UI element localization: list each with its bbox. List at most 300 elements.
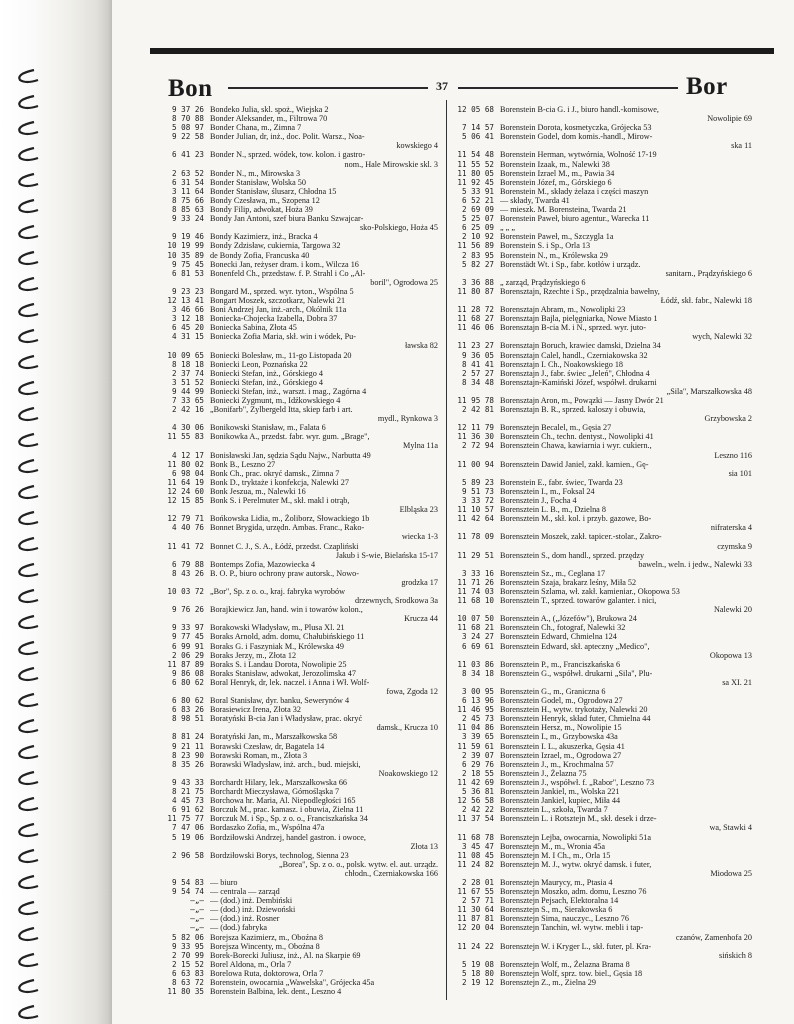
- entry-text: Borenstein S. i Sp., Orla 13: [500, 241, 591, 251]
- entry-text: Borensztejn Z., m., Zielna 29: [500, 978, 596, 987]
- entry-text: Borenstein Izrael M., m., Pawia 34: [500, 168, 615, 178]
- phone-number: 3 39 65: [461, 732, 494, 742]
- directory-entry: [452, 687, 752, 696]
- phone-number: [452, 269, 500, 278]
- phone-number: 2 63 52: [171, 168, 204, 178]
- phone-number: 2 42 81: [461, 405, 494, 415]
- spiral-ring: [19, 746, 38, 758]
- phone-number: [162, 414, 210, 423]
- phone-number: [452, 114, 500, 123]
- phone-number: 11 00 94: [457, 459, 494, 469]
- directory-entry: [452, 660, 752, 669]
- entry-text: Boral Stanisław, dyr. banku, Sewerynów 4: [210, 696, 350, 706]
- directory-entry-continuation: [162, 278, 438, 287]
- entry-text: Boniecki Zygmunt, m., Idźkowskiego 4: [210, 396, 341, 405]
- phone-number: [452, 823, 500, 832]
- directory-entry: [162, 396, 438, 405]
- directory-entry-continuation: [452, 678, 752, 687]
- directory-entry: [162, 960, 438, 969]
- entry-text: Boraks G. i Faszyniak M., Królewska 49: [210, 641, 344, 651]
- entry-text: sińskich 8: [719, 950, 752, 960]
- directory-entry: [162, 423, 438, 432]
- entry-text: Boral Henryk, dr, lek. naczel. i Anna i Wł. Wolf-: [210, 677, 370, 687]
- directory-entry: [452, 150, 752, 159]
- phone-number: 6 41 23: [171, 150, 204, 160]
- directory-entry: [452, 723, 752, 732]
- directory-entry: [452, 223, 752, 232]
- directory-entry: [452, 833, 752, 842]
- directory-entry: [452, 805, 752, 814]
- directory-entry: [452, 532, 752, 541]
- phone-number: 7 47 06: [171, 823, 204, 833]
- entry-text: Borenstein Balbina, lek. dent., Leszno 4: [210, 987, 342, 997]
- entry-text: Borenstein B-cia G. i J., biuro handl.-komisowe,: [500, 105, 659, 114]
- phone-number: [162, 769, 210, 778]
- directory-entry: [162, 332, 438, 341]
- phone-number: 2 39 07: [461, 750, 494, 760]
- phone-number: 3 36 88: [461, 277, 494, 287]
- directory-entry: [162, 787, 438, 796]
- directory-entry: [452, 496, 752, 505]
- phone-number: [162, 341, 210, 350]
- entry-text: Borensztejn Tanchin, wł. wytw. mebli i tap-: [500, 923, 644, 933]
- directory-entry-continuation: [162, 141, 438, 150]
- directory-entry: [162, 796, 438, 805]
- entry-text: Borensztajn J., fabr. świec „Jeleń", Chłodna 4: [500, 368, 650, 378]
- phone-number: 11 46 06: [457, 323, 494, 333]
- phone-number: 11 68 27: [457, 314, 494, 324]
- entry-text: Bonecki Jan, reżyser dram. i kom., Wilcza 16: [210, 259, 359, 269]
- entry-text: Borensztajn-Kamiński Józef, współwł. drukarni: [500, 377, 657, 387]
- directory-entry: [162, 851, 438, 860]
- directory-entry: [452, 923, 752, 932]
- phone-number: 2 70 99: [171, 950, 204, 960]
- entry-text: „Sila", Marszałkowska 48: [666, 386, 752, 396]
- directory-entry: [162, 251, 438, 260]
- phone-number: 5 18 80: [461, 968, 494, 978]
- phone-number: [452, 933, 500, 942]
- directory-entry: [162, 105, 438, 114]
- directory-entry: [162, 114, 438, 123]
- entry-text: Borensztein J., współwł. f. „Rabor", Leszno 73: [500, 777, 655, 787]
- directory-entry-continuation: [452, 269, 752, 278]
- directory-entry: [452, 896, 752, 905]
- entry-text: Borejsza Kazimierz, m., Oboźna 8: [210, 932, 323, 942]
- directory-entry-continuation: [162, 578, 438, 587]
- entry-text: Borensztajn Abram, m., Nowolipki 23: [500, 305, 626, 315]
- phone-number: [452, 678, 500, 687]
- spiral-ring: [19, 902, 38, 914]
- spiral-ring: [19, 148, 38, 160]
- directory-entry: [162, 360, 438, 369]
- directory-entry: [162, 323, 438, 332]
- entry-text: Borejsza Wincenty, m., Oboźna 8: [210, 941, 320, 951]
- phone-number: 6 45 20: [171, 323, 204, 333]
- spiral-ring: [19, 330, 38, 342]
- directory-entry: [452, 405, 752, 414]
- phone-number: 11 71 26: [457, 577, 494, 587]
- phone-number: 11 78 09: [457, 532, 494, 542]
- entry-text: — centrala — zarząd: [210, 887, 280, 897]
- directory-entry: [452, 514, 752, 523]
- directory-entry: [452, 378, 752, 387]
- entry-text: Borensztein L., szkoła, Twarda 7: [500, 805, 608, 815]
- entry-text: Boniecki Stefan, inż., Górskiego 4: [210, 368, 324, 378]
- phone-number: 9 54 83: [171, 877, 204, 887]
- spiral-ring: [19, 200, 38, 212]
- entry-text: Borensztein I., m., Grzybowska 43a: [500, 732, 618, 742]
- directory-entry: [452, 432, 752, 441]
- phone-number: 8 70 88: [171, 114, 204, 124]
- phone-number: 6 83 26: [171, 705, 204, 715]
- entry-text: Bońkowska Lidia, m., Żoliborz, Słowackiego 1b: [210, 514, 370, 524]
- directory-entry: [452, 596, 752, 605]
- directory-entry: [162, 478, 438, 487]
- entry-text: Boniecka Zofia Maria, skł. win i wódek, Pu-: [210, 332, 356, 342]
- phone-number: 3 11 64: [171, 186, 204, 196]
- phone-number: 4 40 76: [171, 523, 204, 533]
- entry-text: Borensztejn Lejba, owocarnia, Nowolipki 51a: [500, 832, 651, 842]
- entry-text: drzewnych, Srodkowa 3a: [355, 596, 438, 606]
- phone-number: [452, 414, 500, 423]
- entry-text: Bordaszko Zofia, m., Wspólna 47a: [210, 823, 325, 833]
- entry-text: Grzybowska 2: [704, 414, 752, 424]
- directory-entry: [162, 387, 438, 396]
- directory-entry-continuation: [452, 523, 752, 532]
- spiral-binding: [4, 20, 56, 1020]
- directory-entry-continuation: [452, 823, 752, 832]
- directory-entry: [452, 614, 752, 623]
- directory-entry: [162, 969, 438, 978]
- directory-entry: [452, 623, 752, 632]
- entry-text: Borenstein Paweł, m., Szczygla 1a: [500, 232, 614, 242]
- directory-entry: [162, 150, 438, 159]
- directory-entry: [452, 732, 752, 741]
- directory-entry: [452, 978, 752, 987]
- entry-text: „ „ „: [500, 223, 515, 233]
- entry-text: Bonk Jeszua, m., Nalewki 16: [210, 486, 306, 496]
- entry-text: Borensztein Hersz, m., Nowolipie 15: [500, 723, 622, 733]
- phone-number: 9 44 99: [171, 386, 204, 396]
- directory-entry: [452, 205, 752, 214]
- phone-number: 6 80 62: [171, 696, 204, 706]
- directory-entry: [452, 714, 752, 723]
- directory-entry: [452, 460, 752, 469]
- phone-number: 2 96 58: [171, 850, 204, 860]
- directory-entry: [162, 560, 438, 569]
- phone-number: 5 06 41: [461, 132, 494, 142]
- phone-number: 8 21 75: [171, 787, 204, 797]
- phone-number: 2 57 27: [461, 368, 494, 378]
- entry-text: Borenstein Józef, m., Górskiego 6: [500, 177, 612, 187]
- directory-entry-continuation: [162, 860, 438, 869]
- phone-number: 8 34 18: [461, 668, 494, 678]
- phone-number: 7 33 65: [171, 396, 204, 405]
- entry-text: Borensztein Szlama, wł. zakł. kamieniar., Okopowa 53: [500, 586, 680, 596]
- phone-number: 9 33 24: [171, 214, 204, 224]
- directory-entry: [162, 942, 438, 951]
- entry-text: Borensztajn Boruch, krawiec damski, Dzielna 34: [500, 341, 661, 351]
- directory-entry: [162, 405, 438, 414]
- entry-text: Borelowa Ruta, doktorowa, Orla 7: [210, 968, 324, 978]
- phone-number: 11 56 89: [457, 241, 494, 251]
- entry-text: fowa, Zgoda 12: [386, 687, 438, 696]
- entry-text: Bongart Moszek, szczotkarz, Nalewki 21: [210, 295, 346, 305]
- directory-entry-continuation: [162, 614, 438, 623]
- entry-text: Leszno 116: [714, 450, 752, 460]
- entry-text: wa, Stawki 4: [709, 823, 752, 833]
- phone-number: 11 80 35: [167, 987, 204, 997]
- phone-number: 6 52 21: [461, 195, 494, 205]
- phone-number: 5 82 27: [461, 259, 494, 269]
- header-right-title: Bor: [686, 73, 728, 100]
- phone-number: 5 82 06: [171, 932, 204, 942]
- directory-entry: [162, 260, 438, 269]
- phone-number: 6 25 09: [461, 223, 494, 233]
- phone-number: 12 11 79: [457, 423, 494, 433]
- directory-entry: [162, 760, 438, 769]
- phone-number: 6 80 62: [171, 677, 204, 687]
- directory-entry: [162, 587, 438, 596]
- directory-entry-continuation: [162, 723, 438, 732]
- directory-entry-continuation: [452, 141, 752, 150]
- entry-text: Bonder N., m., Mirowska 3: [210, 168, 301, 178]
- phone-number: 12 56 58: [457, 796, 494, 806]
- entry-text: Bondy Kazimierz, inż., Bracka 4: [210, 232, 318, 242]
- phone-number: 9 19 46: [171, 232, 204, 242]
- phone-number: 5 19 08: [461, 959, 494, 969]
- phone-number: 4 30 06: [171, 423, 204, 433]
- phone-number: 9 33 95: [171, 941, 204, 951]
- directory-entry: [162, 369, 438, 378]
- directory-entry: [452, 632, 752, 641]
- phone-number: 11 75 77: [167, 814, 204, 824]
- directory-entry: [452, 914, 752, 923]
- entry-text: Elbląska 23: [399, 505, 438, 515]
- phone-number: 8 75 66: [171, 195, 204, 205]
- column-divider: [446, 100, 447, 1000]
- entry-text: „ zarząd, Prądzyńskiego 6: [500, 277, 586, 287]
- directory-entry-continuation: [452, 296, 752, 305]
- directory-entry: [452, 814, 752, 823]
- phone-number: [452, 951, 500, 960]
- directory-entry-continuation: [162, 769, 438, 778]
- directory-entry-continuation: [452, 451, 752, 460]
- directory-entry: [162, 651, 438, 660]
- phone-number: [162, 578, 210, 587]
- entry-text: czymska 9: [717, 541, 752, 551]
- directory-entry: [452, 351, 752, 360]
- entry-text: Bonk Ch., prac. okryć damsk., Zimna 7: [210, 468, 340, 478]
- phone-number: 10 09 65: [167, 350, 204, 360]
- entry-text: Jakub i S-wie, Bielańska 15-17: [335, 550, 438, 560]
- entry-text: Bonder Stanisław, ślusarz, Chłodna 15: [210, 186, 337, 196]
- directory-entry: [452, 487, 752, 496]
- entry-text: Borensztein Szaja, brakarz leśny, Miła 52: [500, 577, 637, 587]
- phone-number: 11 03 86: [457, 659, 494, 669]
- phone-number: 8 63 72: [171, 978, 204, 987]
- directory-entry: [452, 196, 752, 205]
- phone-number: 10 35 89: [167, 250, 204, 260]
- phone-number: 9 23 23: [171, 286, 204, 296]
- entry-text: Borensztein L. i Rotsztejn M., skł. desek i drze-: [500, 814, 657, 824]
- entry-text: Bonikowski Stanisław, m., Falata 6: [210, 423, 326, 433]
- spiral-ring: [19, 434, 38, 446]
- directory-entry: [162, 696, 438, 705]
- phone-number: 6 63 83: [171, 968, 204, 978]
- entry-text: Bondy Jan Antoni, szef biura Banku Szwajcar-: [210, 214, 364, 224]
- spiral-ring: [19, 772, 38, 784]
- directory-entry-continuation: [162, 505, 438, 514]
- phone-number: 8 98 51: [171, 714, 204, 724]
- directory-entry-continuation: [452, 933, 752, 942]
- phone-number: 10 19 99: [167, 241, 204, 251]
- directory-entry: [452, 160, 752, 169]
- directory-entry: [452, 278, 752, 287]
- directory-entry-continuation: [452, 469, 752, 478]
- phone-number: 2 57 71: [461, 896, 494, 906]
- phone-number: 8 35 26: [171, 759, 204, 769]
- entry-text: Borensztein I., m., Foksal 24: [500, 486, 595, 496]
- phone-number: 11 23 27: [457, 341, 494, 351]
- phone-number: 2 18 55: [461, 768, 494, 778]
- entry-text: Borensztajn, Rzechte i Sp., przędzalnia bawełny,: [500, 286, 660, 296]
- phone-number: 11 68 78: [457, 832, 494, 842]
- phone-number: [162, 842, 210, 851]
- directory-entry: [452, 878, 752, 887]
- phone-number: [452, 523, 500, 532]
- directory-entry: [452, 305, 752, 314]
- entry-text: Borenstein, owocarnia „Wawelska", Grójecka 45a: [210, 978, 375, 987]
- directory-entry: [162, 823, 438, 832]
- spiral-ring: [19, 460, 38, 472]
- entry-text: Bonder Julian, dr, inż., doc. Polit. Warsz., Noa-: [210, 132, 365, 142]
- spiral-ring: [19, 252, 38, 264]
- phone-number: [162, 687, 210, 696]
- phone-number: 6 91 62: [171, 805, 204, 815]
- directory-entry: [452, 396, 752, 405]
- entry-text: Borenstein E., fabr. świec, Twarda 23: [500, 477, 623, 487]
- phone-number: 6 31 54: [171, 177, 204, 187]
- entry-text: Bordziłowski Borys, technolog, Sienna 23: [210, 850, 349, 860]
- spiral-ring: [19, 122, 38, 134]
- directory-entry: [162, 714, 438, 723]
- phone-number: 2 10 92: [461, 232, 494, 242]
- directory-entry: [452, 169, 752, 178]
- entry-text: Borensztajn B-cia M. i N., sprzed. wyr. juto-: [500, 323, 646, 333]
- entry-text: Bongard M., sprzed. wyr. tyton., Wspólna 5: [210, 286, 354, 296]
- phone-number: 11 24 22: [457, 941, 494, 951]
- phone-number: 6 81 53: [171, 268, 204, 278]
- entry-text: Bontemps Zofia, Mazowiecka 4: [210, 559, 316, 569]
- directory-entry: [162, 933, 438, 942]
- directory-entry-continuation: [162, 414, 438, 423]
- directory-entry-continuation: [452, 651, 752, 660]
- entry-text: — (dod.) inż. Dziewoński: [210, 905, 296, 915]
- phone-number: 3 12 18: [171, 314, 204, 324]
- entry-text: Borczuk M. i Sp., Sp. z o. o., Franciszkańska 34: [210, 814, 368, 824]
- directory-entry-continuation: [452, 605, 752, 614]
- phone-number: 3 45 47: [461, 841, 494, 851]
- directory-entry: [162, 678, 438, 687]
- entry-text: — mieszk. M. Borensteina, Twarda 21: [500, 205, 627, 215]
- phone-number: 5 36 81: [461, 787, 494, 797]
- directory-entry: [452, 669, 752, 678]
- directory-entry: [452, 842, 752, 851]
- directory-entry: [452, 232, 752, 241]
- entry-text: wiecka 1-3: [401, 532, 438, 542]
- directory-entry: [162, 487, 438, 496]
- entry-text: — biuro: [210, 877, 238, 887]
- directory-entry-continuation: [162, 532, 438, 541]
- entry-text: Borensztein Ch., fotograf, Nalewki 32: [500, 623, 626, 633]
- phone-number: 2 06 29: [171, 650, 204, 660]
- right-column: [452, 105, 752, 987]
- directory-entry: [162, 241, 438, 250]
- entry-text: Borensztein Chawa, kawiarnia i wyr. cukiern.,: [500, 441, 652, 451]
- phone-number: —„—: [190, 923, 204, 933]
- entry-text: Bondy Zdzisław, cukiernia, Targowa 32: [210, 241, 341, 251]
- phone-number: 9 86 08: [171, 668, 204, 678]
- directory-entry: [452, 323, 752, 332]
- directory-entry: [452, 887, 752, 896]
- entry-text: Borenstein N., m., Królewska 29: [500, 250, 608, 260]
- phone-number: [452, 141, 500, 150]
- spiral-ring: [19, 226, 38, 238]
- entry-text: Borensztejn Becalel, m., Gęsia 27: [500, 423, 612, 433]
- phone-number: 11 42 69: [457, 777, 494, 787]
- phone-number: 9 22 58: [171, 132, 204, 142]
- directory-entry-continuation: [452, 114, 752, 123]
- phone-number: 4 31 15: [171, 332, 204, 342]
- directory-entry: [452, 860, 752, 869]
- entry-text: Borensztejn S., m., Sierakowska 6: [500, 905, 613, 915]
- entry-text: Bonder Aleksander, m., Filtrowa 70: [210, 114, 328, 124]
- phone-number: 3 33 72: [461, 496, 494, 506]
- left-column: [162, 105, 438, 996]
- phone-number: 8 43 26: [171, 568, 204, 578]
- entry-text: Bonnet Brygida, urzędn. Ambas. Franc., Rako-: [210, 523, 365, 533]
- entry-text: Borensztejn Sima, nauczyc., Leszno 76: [500, 914, 629, 924]
- phone-number: [452, 605, 500, 614]
- phone-number: 9 37 26: [171, 105, 204, 114]
- entry-text: Borensztein A., („Józefów"), Brukowa 24: [500, 614, 637, 624]
- entry-text: Borakowski Władysław, m., Plusa Xl. 21: [210, 623, 345, 633]
- entry-text: Boniecka Sabina, Złota 45: [210, 323, 297, 333]
- spiral-ring: [19, 850, 38, 862]
- entry-text: Borajkiewicz Jan, hand. win i towarów kolon.,: [210, 605, 363, 615]
- spiral-ring: [19, 824, 38, 836]
- directory-entry-continuation: [452, 951, 752, 960]
- phone-number: [452, 469, 500, 478]
- phone-number: 2 45 73: [461, 714, 494, 724]
- directory-entry: [162, 523, 438, 532]
- directory-entry: [452, 260, 752, 269]
- entry-text: Borenstein Godel, dom komis.-handl., Mirow-: [500, 132, 653, 142]
- directory-entry-continuation: [162, 842, 438, 851]
- entry-text: Borenstein M., składy żelaza i części maszyn: [500, 186, 649, 196]
- entry-text: Borensztein Ch., techn. dentyst., Nowolipki 41: [500, 432, 654, 442]
- phone-number: 11 59 61: [457, 741, 494, 751]
- entry-text: — (dod.) inż. Dembiński: [210, 896, 293, 906]
- phone-number: 11 24 82: [457, 859, 494, 869]
- entry-text: Borensztejn W. i Kryger L., skł. futer, pl. Kra-: [500, 941, 652, 951]
- directory-entry: [162, 742, 438, 751]
- directory-entry: [452, 105, 752, 114]
- entry-text: wych, Nalewki 32: [692, 332, 752, 342]
- entry-text: czanów, Zamenhofa 20: [675, 932, 752, 942]
- directory-entry: [162, 605, 438, 614]
